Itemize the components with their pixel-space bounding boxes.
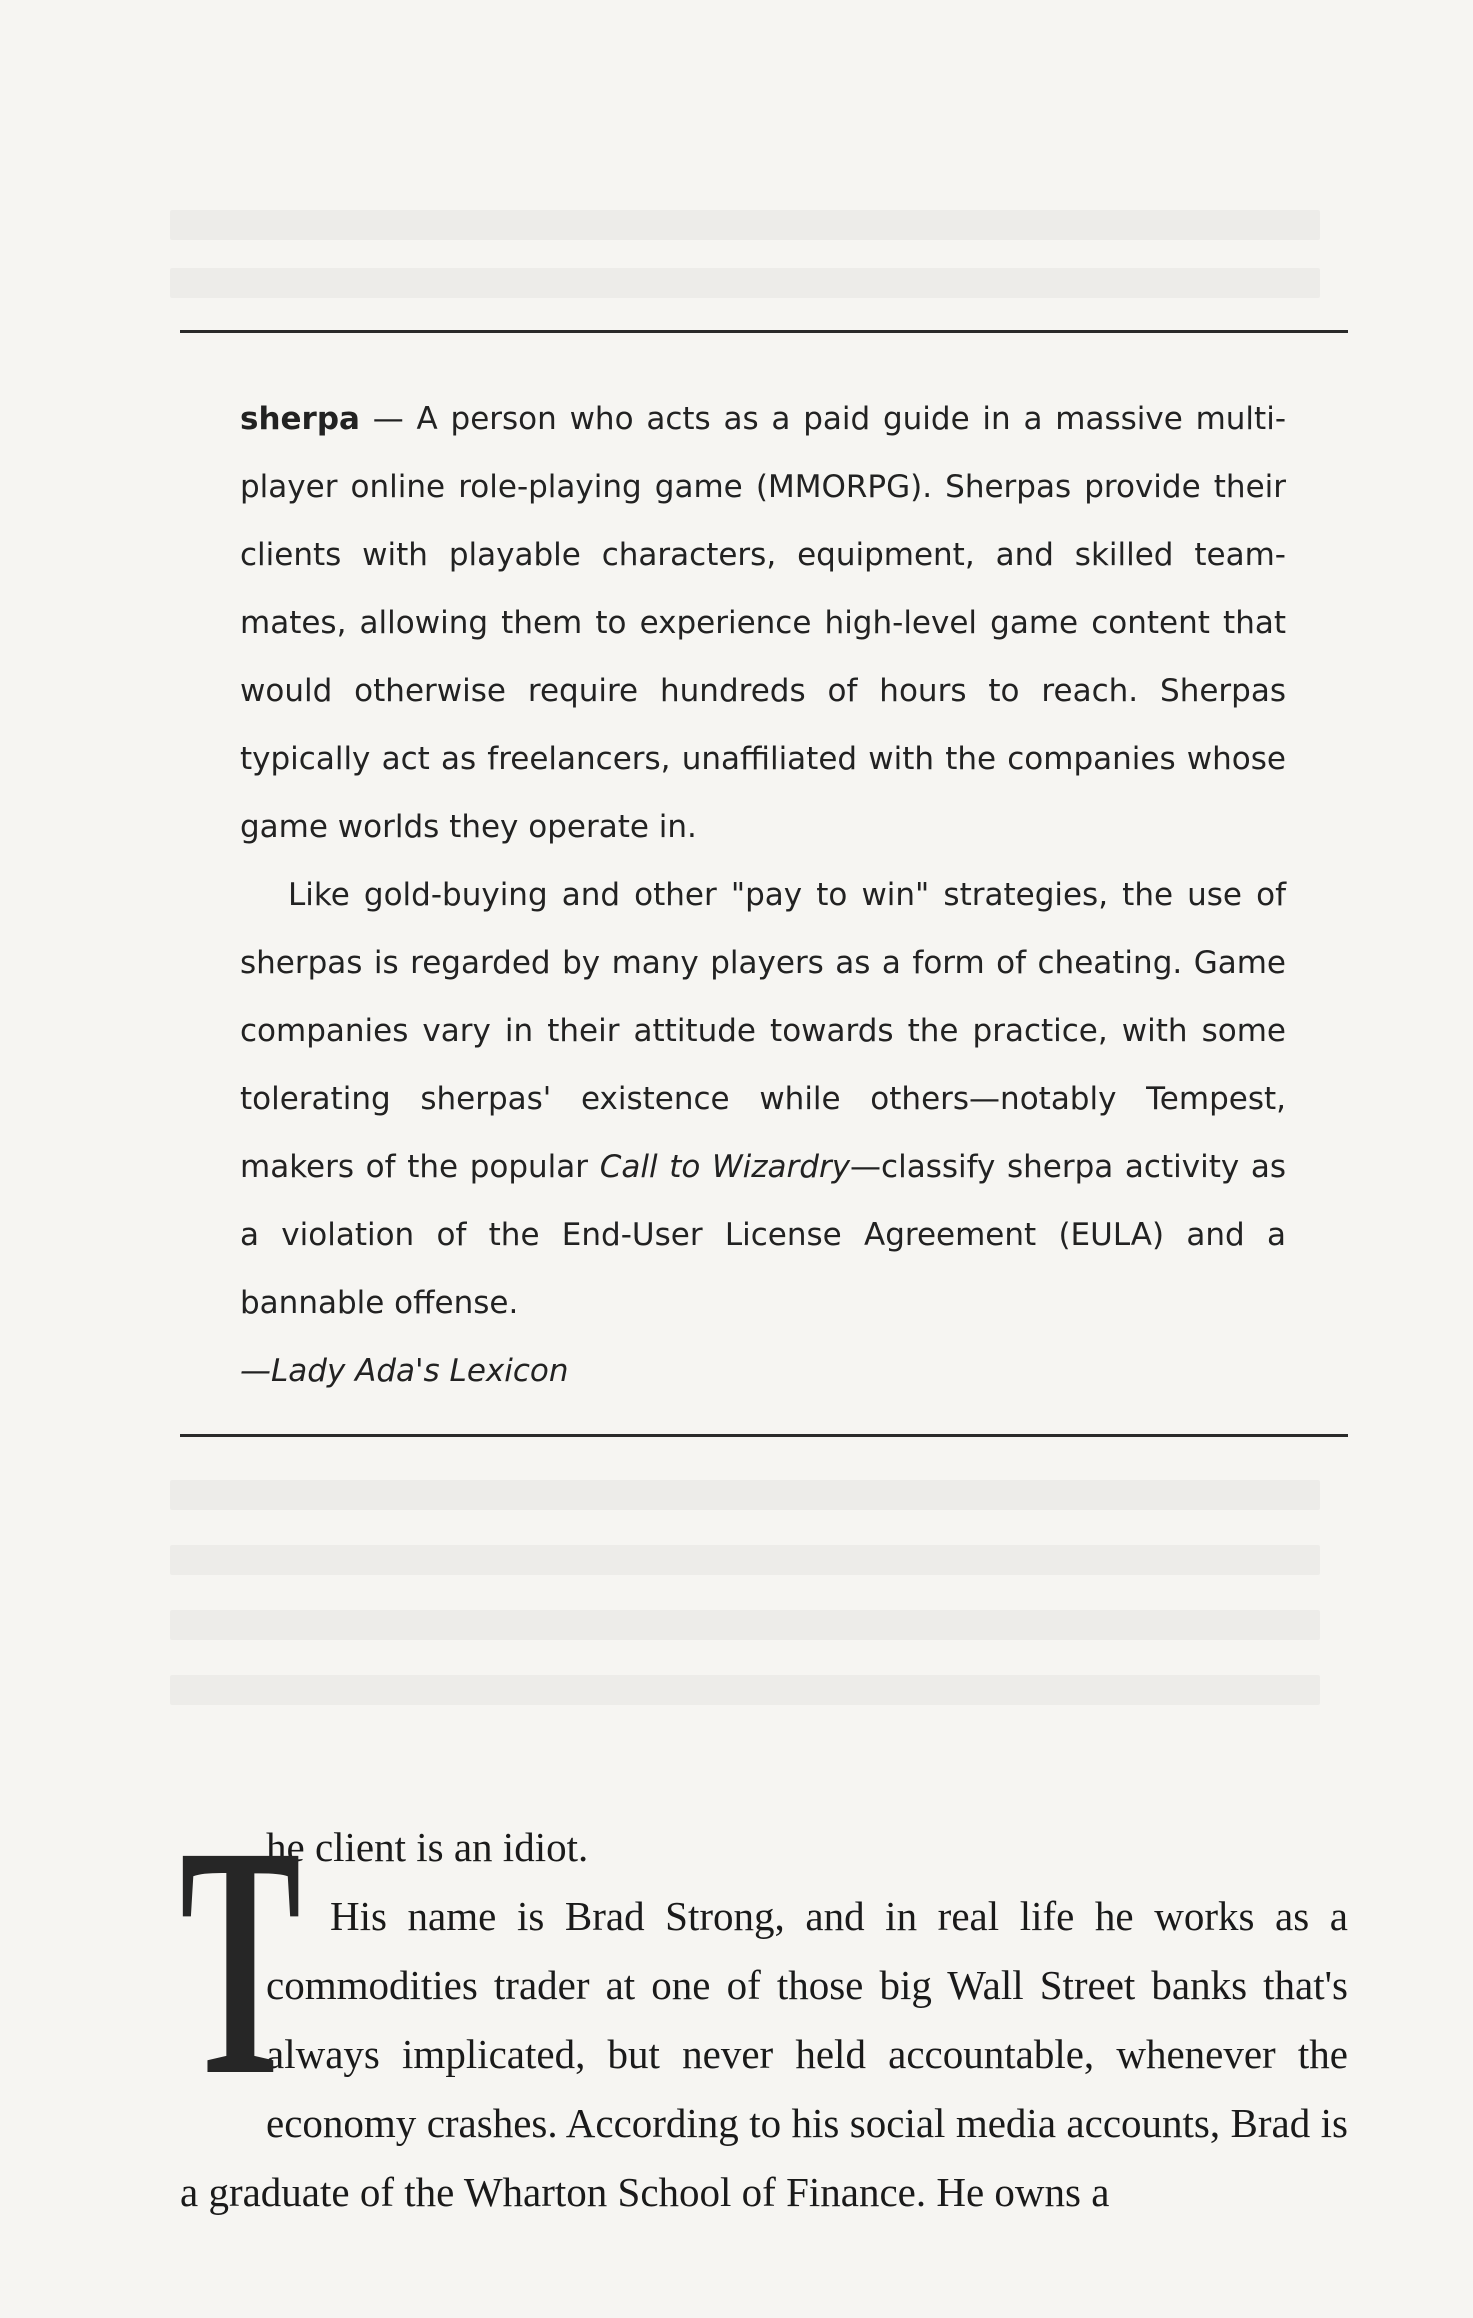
top-divider-rule — [180, 330, 1348, 333]
bleed-through — [170, 1675, 1320, 1705]
usage-text-start: Like gold-buying and other "pay to win" strategies, the use of sherpas is regarded by many players as a form of cheating. Game companies vary in their attitude towards the practice, with some tolerating sherpas' existence while others—notably Tempest, makers of the popular — [240, 877, 1286, 1185]
bleed-through — [170, 210, 1320, 240]
opening-line: he client is an idiot. — [266, 1824, 589, 1870]
drop-cap — [180, 1779, 302, 2144]
epigraph-block — [240, 385, 1286, 1405]
usage-paragraph — [240, 861, 1286, 1337]
definition-paragraph — [240, 385, 1286, 861]
chapter-body — [180, 1779, 1348, 2227]
usage-text-end: —classify sherpa activity as a violation of the End-User License Agreement (EULA) and a bannable offense. — [240, 1149, 1286, 1321]
game-title: Call to Wizardry — [599, 1149, 851, 1185]
bleed-through — [170, 1545, 1320, 1575]
bottom-divider-rule — [180, 1434, 1348, 1437]
bleed-through — [170, 268, 1320, 298]
epigraph-attribution: —Lady Ada's Lexicon — [240, 1353, 569, 1389]
bleed-through — [170, 1480, 1320, 1510]
chapter-paragraph: His name is Brad Strong, and in real life he works as a commodities trader at one of those big Wall Street banks that's always implicated, but never held accountable, whenever the economy crashes. According to his social media accounts, Brad is a graduate of the Wharton School of Finance. He owns a — [180, 1893, 1348, 2215]
definition-text: — A person who acts as a paid guide in a massive multi-player online role-playing game (MMORPG). Sherpas provide their clients with playable characters, equipment, and skilled team-mates, allowing them to experience high-level game content that would otherwise require hundreds of hours to reach. Sherpas typically act as freelancers, unaffiliated with the companies whose game worlds they operate in. — [240, 401, 1286, 845]
drop-cap-letter: T — [180, 1779, 302, 2144]
defined-term: sherpa — [240, 401, 360, 437]
bleed-through — [170, 1610, 1320, 1640]
